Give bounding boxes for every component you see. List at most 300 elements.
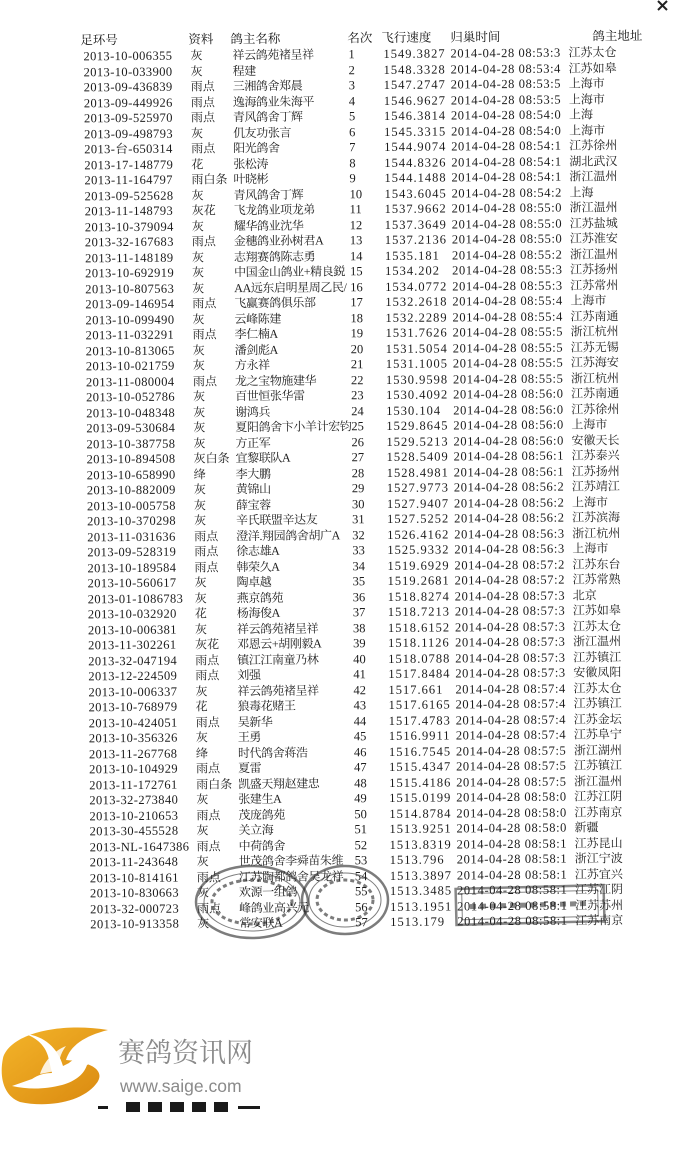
cell-arrival-time: 2014-04-28 08:55:5 (452, 324, 564, 340)
cell-rank: 56 (355, 899, 368, 914)
cell-arrival-time: 2014-04-28 08:55:3 (452, 262, 563, 278)
header-owner-name: 鸽主名称 (230, 31, 281, 47)
header-owner-address: 鸽主地址 (592, 28, 643, 44)
cell-plumage: 灰 (196, 885, 210, 900)
cell-speed: 1531.5054 (385, 340, 448, 356)
cell-speed: 1517.6165 (388, 697, 451, 712)
cell-rank: 36 (352, 589, 366, 604)
cell-owner-address: 江苏太仓 (572, 618, 622, 634)
cell-rank: 4 (348, 93, 356, 108)
cell-arrival-time: 2014-04-28 08:57:3 (454, 603, 566, 619)
cell-owner-address: 浙江杭州 (570, 324, 619, 339)
cell-owner-address: 江苏淮安 (569, 231, 618, 246)
cell-arrival-time: 2014-04-28 08:56:0 (453, 386, 564, 402)
cell-arrival-time: 2014-04-28 08:53:5 (450, 76, 562, 92)
cell-arrival-time: 2014-04-28 08:57:3 (455, 665, 566, 681)
cell-plumage: 雨点 (190, 110, 215, 125)
cell-plumage: 灰 (193, 435, 206, 450)
cell-rank: 55 (354, 884, 368, 899)
cell-arrival-time: 2014-04-28 08:54:2 (451, 185, 563, 200)
cell-owner-name: 云峰陈建 (234, 311, 281, 326)
cell-arrival-time: 2014-04-28 08:56:0 (453, 417, 564, 433)
cell-plumage: 雨点 (191, 234, 216, 249)
cell-ring-number: 2013-10-807563 (85, 281, 175, 296)
cell-ring-number: 2013-32-000723 (90, 901, 180, 916)
cell-speed: 1544.9074 (384, 139, 447, 154)
cell-owner-address: 江苏镇江 (573, 649, 622, 665)
cell-ring-number: 2013-11-080004 (85, 374, 175, 389)
cell-ring-number: 2013-10-048348 (86, 405, 176, 420)
cell-speed: 1517.661 (388, 682, 444, 697)
cell-ring-number: 2013-10-006381 (87, 622, 177, 637)
cell-rank: 26 (351, 434, 365, 449)
cell-arrival-time: 2014-04-28 08:57:4 (455, 712, 567, 727)
cell-owner-name: 龙之宝物施建华 (234, 373, 317, 388)
cell-owner-address: 江苏泰兴 (571, 448, 620, 463)
cell-ring-number: 2013-10-104929 (88, 761, 179, 777)
cell-owner-name: 方永祥 (234, 357, 270, 373)
cell-rank: 50 (354, 806, 367, 821)
cell-arrival-time: 2014-04-28 08:55:5 (452, 340, 564, 355)
cell-speed: 1529.5213 (386, 433, 449, 449)
cell-plumage: 花 (195, 699, 208, 714)
cell-plumage: 灰 (197, 916, 210, 931)
cell-owner-address: 安徽天长 (571, 432, 620, 448)
header-arrival-time: 归巢时间 (450, 30, 501, 45)
cell-speed: 1515.0199 (389, 790, 452, 805)
cell-plumage: 灰 (195, 730, 208, 745)
cell-arrival-time: 2014-04-28 08:55:0 (451, 216, 563, 231)
cell-owner-name: 夏雷 (237, 760, 262, 776)
cell-speed: 1513.8319 (389, 836, 452, 852)
cell-owner-name: 燕京鸽苑 (236, 590, 284, 605)
cell-rank: 16 (350, 279, 363, 294)
cell-arrival-time: 2014-04-28 08:56:3 (454, 541, 565, 557)
cell-rank: 2 (348, 62, 355, 77)
cell-plumage: 雨点 (195, 714, 220, 729)
cell-owner-name: 邓恩云+胡刚毅A (237, 636, 322, 652)
cell-plumage: 灰白条 (193, 451, 230, 466)
cell-ring-number: 2013-09-528319 (87, 544, 177, 560)
cell-plumage: 雨点 (191, 141, 216, 156)
cell-speed: 1546.3814 (383, 108, 447, 123)
cell-arrival-time: 2014-04-28 08:57:4 (455, 696, 567, 712)
cell-arrival-time: 2014-04-28 08:55:5 (452, 355, 564, 371)
cell-ring-number: 2013-10-032920 (87, 606, 177, 622)
cell-rank: 43 (353, 698, 367, 713)
cell-ring-number: 2013-NL-1647386 (89, 839, 190, 854)
cell-arrival-time: 2014-04-28 08:53:3 (450, 45, 561, 61)
cell-owner-name: 茂庞鸽苑 (238, 807, 285, 822)
cell-plumage: 灰 (193, 420, 206, 435)
cell-owner-name: 中国金山鸽业+精良鋭 (234, 264, 345, 280)
cell-rank: 13 (349, 233, 363, 248)
cell-speed: 1532.2289 (385, 309, 448, 325)
cell-owner-address: 江苏南通 (570, 308, 619, 324)
cell-plumage: 雨点 (196, 807, 221, 822)
cell-ring-number: 2013-11-302261 (88, 637, 177, 653)
cell-speed: 1530.104 (386, 403, 442, 418)
cell-rank: 14 (349, 248, 363, 263)
cell-arrival-time: 2014-04-28 08:57:5 (456, 774, 567, 789)
cell-arrival-time: 2014-04-28 08:58:1 (456, 836, 568, 851)
cell-owner-name: 三湘鸽舍郑晨 (232, 78, 303, 94)
cell-owner-name: 飞赢赛鸽俱乐部 (234, 295, 316, 311)
cell-arrival-time: 2014-04-28 08:56:3 (454, 526, 565, 541)
cell-arrival-time: 2014-04-28 08:58:1 (456, 867, 568, 882)
cell-owner-name: 青风鸽舍丁辉 (232, 109, 303, 125)
cell-rank: 17 (350, 295, 363, 310)
cell-ring-number: 2013-09-525970 (83, 110, 173, 126)
cell-rank: 38 (352, 620, 366, 635)
cell-rank: 48 (354, 775, 367, 790)
watermark-url: www.saige.com (120, 1076, 242, 1096)
cell-owner-name: 李仁楠A (234, 326, 278, 342)
cell-owner-address: 浙江温州 (569, 246, 619, 262)
cell-owner-address: 上海市 (568, 122, 606, 138)
cell-owner-address: 江苏阜宁 (573, 727, 622, 742)
cell-rank: 10 (349, 186, 363, 201)
cell-speed: 1515.4347 (388, 759, 452, 774)
cell-rank: 29 (351, 481, 365, 496)
cell-owner-address: 江苏盐城 (569, 215, 618, 231)
cell-speed: 1513.3485 (389, 883, 453, 898)
cell-arrival-time: 2014-04-28 08:57:5 (455, 743, 567, 758)
cell-plumage: 灰 (196, 792, 209, 807)
cell-owner-address: 江苏江阴 (574, 882, 624, 897)
cell-rank: 46 (353, 744, 367, 759)
cell-rank: 34 (352, 558, 366, 573)
cell-ring-number: 2013-11-031636 (87, 529, 176, 544)
cell-owner-address: 江苏徐州 (571, 401, 620, 417)
cell-arrival-time: 2014-04-28 08:54:1 (451, 138, 562, 154)
cell-speed: 1534.202 (385, 263, 441, 278)
cell-plumage: 雨点 (196, 869, 221, 884)
cell-rank: 15 (350, 264, 363, 279)
cell-owner-name: 徐志雄A (236, 543, 280, 559)
cell-arrival-time: 2014-04-28 08:58:0 (456, 805, 567, 820)
cell-plumage: 雨白条 (196, 776, 233, 791)
cell-owner-address: 江苏南通 (571, 386, 620, 401)
cell-owner-name: 世茂鸽舍李舜苗朱维 (238, 853, 344, 869)
cell-speed: 1513.3897 (389, 867, 453, 883)
cell-arrival-time: 2014-04-28 08:57:2 (454, 572, 566, 588)
cell-owner-name: 潘剑彪A (234, 342, 278, 357)
cell-ring-number: 2013-10-021759 (85, 358, 175, 374)
cell-rank: 42 (353, 682, 366, 697)
cell-arrival-time: 2014-04-28 08:54:1 (451, 169, 562, 185)
cell-ring-number: 2013-32-167683 (84, 234, 174, 250)
cell-arrival-time: 2014-04-28 08:57:3 (454, 588, 566, 603)
cell-ring-number: 2013-10-006337 (88, 684, 178, 699)
cell-owner-name: 宜黎联队A (235, 450, 291, 466)
cell-owner-address: 江苏滨海 (572, 510, 621, 525)
cell-ring-number: 2013-09-525628 (84, 188, 174, 203)
cell-speed: 1535.181 (384, 248, 440, 263)
cell-owner-address: 江苏扬州 (571, 463, 620, 479)
cell-owner-address: 江苏扬州 (570, 262, 619, 277)
cell-rank: 40 (353, 651, 366, 666)
cell-plumage: 雨白条 (191, 172, 228, 187)
header-plumage: 资料 (188, 32, 214, 47)
cell-plumage: 雨点 (190, 79, 215, 94)
cell-plumage: 雨点 (190, 94, 215, 110)
cell-arrival-time: 2014-04-28 08:58:1 (457, 898, 568, 913)
cell-rank: 27 (351, 450, 365, 465)
cell-arrival-time: 2014-04-28 08:54:0 (450, 107, 562, 123)
cell-owner-name: 杨海俊A (236, 605, 280, 621)
cell-plumage: 绛 (193, 466, 206, 481)
cell-rank: 18 (350, 310, 364, 325)
cell-owner-address: 北京 (572, 587, 597, 603)
cell-speed: 1526.4162 (387, 526, 450, 542)
cell-owner-name: 薛宝蓉 (235, 497, 271, 512)
cell-owner-address: 江苏太仓 (573, 680, 622, 696)
cell-ring-number: 2013-10-033900 (83, 64, 173, 79)
cell-rank: 9 (349, 171, 356, 186)
cell-owner-name: 祥云鸽苑褚呈祥 (232, 47, 314, 63)
cell-plumage: 灰 (192, 358, 205, 373)
cell-ring-number: 2013-11-032291 (85, 327, 175, 343)
cell-ring-number: 2013-10-356326 (88, 730, 178, 746)
cell-arrival-time: 2014-04-28 08:58:1 (456, 882, 568, 898)
cell-owner-name: 刘强 (237, 667, 261, 683)
cell-rank: 20 (350, 341, 364, 356)
watermark-logo (0, 1022, 280, 1108)
cell-owner-address: 江苏如皋 (572, 603, 621, 618)
cell-speed: 1518.0788 (388, 650, 451, 666)
cell-owner-address: 江苏江阴 (574, 789, 623, 804)
cell-ring-number: 2013-01-1086783 (87, 591, 184, 606)
cell-plumage: 灰 (193, 497, 207, 512)
cell-plumage: 雨点 (197, 900, 222, 915)
cell-rank: 37 (352, 605, 366, 620)
cell-speed: 1516.7545 (388, 743, 452, 759)
cell-owner-address: 上海市 (572, 541, 609, 556)
cell-ring-number: 2013-12-224509 (88, 668, 178, 684)
cell-owner-name: 志翔赛鸽陈志勇 (233, 249, 316, 264)
cell-ring-number: 2013-32-273840 (89, 792, 179, 808)
cell-owner-name: 程建 (232, 63, 256, 78)
cell-owner-name: 张松涛 (233, 156, 269, 171)
cell-ring-number: 2013-11-148189 (84, 250, 174, 265)
scan-artifact (96, 1100, 266, 1114)
cell-speed: 1528.4981 (386, 464, 449, 480)
cell-owner-address: 江苏常州 (570, 277, 619, 293)
cell-plumage: 灰 (193, 482, 206, 497)
cell-ring-number: 2013-11-148793 (84, 203, 174, 219)
cell-ring-number: 2013-台-650314 (84, 141, 173, 157)
cell-ring-number: 2013-10-813065 (85, 343, 175, 358)
cell-speed: 1517.8484 (388, 666, 451, 681)
cell-plumage: 灰 (190, 125, 204, 141)
cell-plumage: 雨点 (195, 761, 221, 776)
cell-arrival-time: 2014-04-28 08:56:2 (454, 510, 565, 526)
cell-owner-name: 中荷鸽舍 (238, 838, 286, 853)
cell-speed: 1518.6152 (387, 619, 451, 635)
cell-speed: 1513.179 (390, 914, 446, 929)
cell-owner-address: 江苏徐州 (569, 138, 618, 153)
cell-owner-address: 浙江湖州 (573, 742, 622, 758)
cell-speed: 1514.8784 (389, 805, 452, 821)
cell-plumage: 灰花 (195, 637, 220, 652)
cell-owner-name: 关立海 (238, 822, 274, 838)
cell-ring-number: 2013-10-006355 (83, 48, 173, 64)
cell-speed: 1519.6929 (387, 557, 450, 573)
cell-owner-name: 常安联A (239, 915, 283, 931)
cell-speed: 1525.9332 (387, 542, 450, 557)
cell-speed: 1529.8645 (386, 418, 449, 433)
cell-ring-number: 2013-09-530684 (86, 420, 176, 436)
cell-speed: 1515.4186 (389, 774, 452, 790)
cell-rank: 23 (351, 388, 364, 403)
cell-speed: 1516.9911 (388, 728, 451, 743)
cell-speed: 1549.3827 (383, 46, 446, 61)
cell-owner-address: 上海 (568, 107, 593, 122)
cell-owner-address: 浙江杭州 (572, 525, 621, 541)
cell-speed: 1530.9598 (385, 371, 449, 387)
cell-speed: 1513.1951 (390, 898, 453, 914)
cell-owner-address: 江苏镇江 (573, 758, 623, 773)
cell-owner-name: 王勇 (237, 729, 262, 745)
cell-ring-number: 2013-10-210653 (89, 808, 179, 823)
cell-rank: 30 (351, 496, 365, 511)
cell-rank: 19 (350, 326, 364, 341)
cell-plumage: 灰 (190, 63, 203, 79)
cell-owner-name: 夏阳鸽舍卞小羊计宏钧 (235, 419, 352, 435)
cell-speed: 1527.5252 (387, 511, 450, 526)
cell-owner-name: 狼毒花赌王 (237, 698, 296, 714)
cell-owner-name: 耀华鸽业沈华 (233, 218, 304, 233)
cell-arrival-time: 2014-04-28 08:55:4 (452, 309, 564, 324)
cell-plumage: 灰 (192, 311, 205, 326)
cell-plumage: 雨点 (192, 373, 218, 388)
cell-owner-address: 江苏靖江 (571, 479, 620, 494)
cell-plumage: 花 (194, 606, 207, 621)
cell-owner-address: 上海市 (568, 91, 605, 107)
cell-rank: 49 (354, 791, 367, 806)
cell-owner-address: 浙江温州 (569, 169, 618, 184)
cell-owner-address: 上海 (569, 184, 594, 200)
cell-rank: 33 (352, 543, 365, 558)
cell-arrival-time: 2014-04-28 08:54:1 (451, 154, 562, 169)
cell-speed: 1544.8326 (384, 154, 447, 170)
cell-ring-number: 2013-30-455528 (89, 823, 179, 839)
cell-speed: 1513.796 (389, 852, 445, 867)
cell-owner-address: 上海市 (568, 76, 605, 91)
cell-owner-address: 安徽凤阳 (573, 665, 622, 680)
cell-speed: 1543.6045 (384, 185, 447, 201)
cell-owner-name: 百世恒张华雷 (235, 388, 305, 404)
cell-ring-number: 2013-10-830663 (89, 885, 180, 901)
cell-ring-number: 2013-10-658990 (86, 467, 176, 482)
cell-owner-name: 吴新华 (237, 714, 273, 729)
cell-owner-address: 江苏无锡 (570, 339, 619, 355)
cell-owner-name: 金穗鸽业孙树君A (233, 233, 324, 249)
cell-plumage: 灰 (192, 265, 205, 280)
cell-plumage: 灰 (194, 575, 207, 590)
cell-ring-number: 2013-10-005758 (86, 498, 176, 513)
cell-arrival-time: 2014-04-28 08:58:0 (456, 820, 568, 836)
cell-speed: 1518.7213 (387, 604, 450, 619)
cell-ring-number: 2013-10-387758 (86, 436, 176, 451)
cell-rank: 45 (353, 729, 367, 744)
cell-ring-number: 2013-10-814161 (89, 870, 179, 885)
cell-speed: 1527.9407 (386, 495, 450, 511)
cell-ring-number: 2013-10-560617 (87, 575, 177, 591)
cell-arrival-time: 2014-04-28 08:57:4 (455, 727, 567, 743)
cell-ring-number: 2013-09-498793 (83, 126, 174, 141)
cell-speed: 1518.1126 (388, 635, 450, 650)
cell-owner-address: 浙江宁波 (574, 851, 623, 866)
cell-owner-name: 欢源一组鸽 (238, 884, 298, 900)
cell-rank: 31 (352, 512, 365, 527)
cell-ring-number: 2013-10-913358 (90, 916, 180, 932)
cell-owner-address: 浙江温州 (569, 200, 618, 215)
cell-rank: 57 (355, 915, 368, 930)
cell-rank: 8 (349, 155, 356, 170)
cell-arrival-time: 2014-04-28 08:57:3 (454, 619, 566, 634)
cell-arrival-time: 2014-04-28 08:55:2 (451, 247, 563, 262)
cell-owner-name: 祥云鸽苑褚呈祥 (237, 683, 319, 698)
cell-plumage: 雨点 (195, 668, 220, 683)
cell-plumage: 灰 (193, 389, 206, 404)
cell-speed: 1518.8274 (387, 588, 450, 604)
cell-owner-name: 阳光鸽舍 (233, 140, 280, 156)
cell-plumage: 雨点 (196, 838, 221, 853)
cell-owner-name: 青风鸽舍丁辉 (233, 187, 304, 202)
cell-rank: 3 (348, 78, 355, 93)
cell-speed: 1545.3315 (383, 124, 447, 139)
cell-rank: 53 (354, 853, 368, 868)
cell-rank: 39 (353, 636, 366, 651)
cell-ring-number: 2013-10-424051 (88, 715, 178, 730)
cell-arrival-time: 2014-04-28 08:57:3 (455, 634, 566, 650)
cell-arrival-time: 2014-04-28 08:58:0 (456, 789, 567, 805)
cell-speed: 1546.9627 (383, 93, 446, 108)
cell-plumage: 灰花 (191, 203, 216, 218)
cell-ring-number: 2013-10-370298 (87, 513, 177, 529)
cell-owner-name: 澄洋.翔园鸽舍胡广A (236, 527, 340, 543)
cell-arrival-time: 2014-04-28 08:56:1 (453, 448, 565, 464)
cell-arrival-time: 2014-04-28 08:56:1 (453, 464, 565, 479)
cell-speed: 1548.3328 (383, 62, 446, 77)
cell-speed: 1534.0772 (385, 278, 448, 294)
cell-ring-number: 2013-11-267768 (88, 746, 178, 761)
cell-owner-name: 李大鹏 (235, 466, 271, 481)
cell-owner-address: 上海市 (571, 417, 608, 432)
cell-speed: 1531.7626 (385, 325, 448, 340)
cell-arrival-time: 2014-04-28 08:54:0 (450, 123, 562, 138)
cell-speed: 1537.2136 (384, 232, 448, 247)
cell-owner-name: 方正军 (235, 435, 271, 450)
cell-arrival-time: 2014-04-28 08:56:0 (453, 433, 564, 448)
cell-owner-name: AA远东启明星周乙民/ (234, 279, 347, 295)
cell-owner-name: 仉友功张言 (232, 125, 292, 140)
cell-rank: 47 (353, 760, 367, 775)
cell-plumage: 灰 (191, 249, 205, 264)
cell-speed: 1528.5409 (386, 449, 449, 464)
cell-owner-name: 飞龙鸽业项龙弟 (233, 202, 315, 218)
cell-owner-address: 江苏东台 (572, 556, 621, 572)
cell-speed: 1531.1005 (385, 356, 449, 371)
cell-speed: 1513.9251 (389, 821, 452, 836)
cell-owner-address: 上海市 (571, 494, 609, 510)
header-ring-number: 足环号 (80, 33, 118, 48)
cell-plumage: 灰 (194, 513, 207, 528)
cell-owner-name: 黄锦山 (235, 481, 271, 497)
cell-rank: 28 (351, 465, 365, 480)
